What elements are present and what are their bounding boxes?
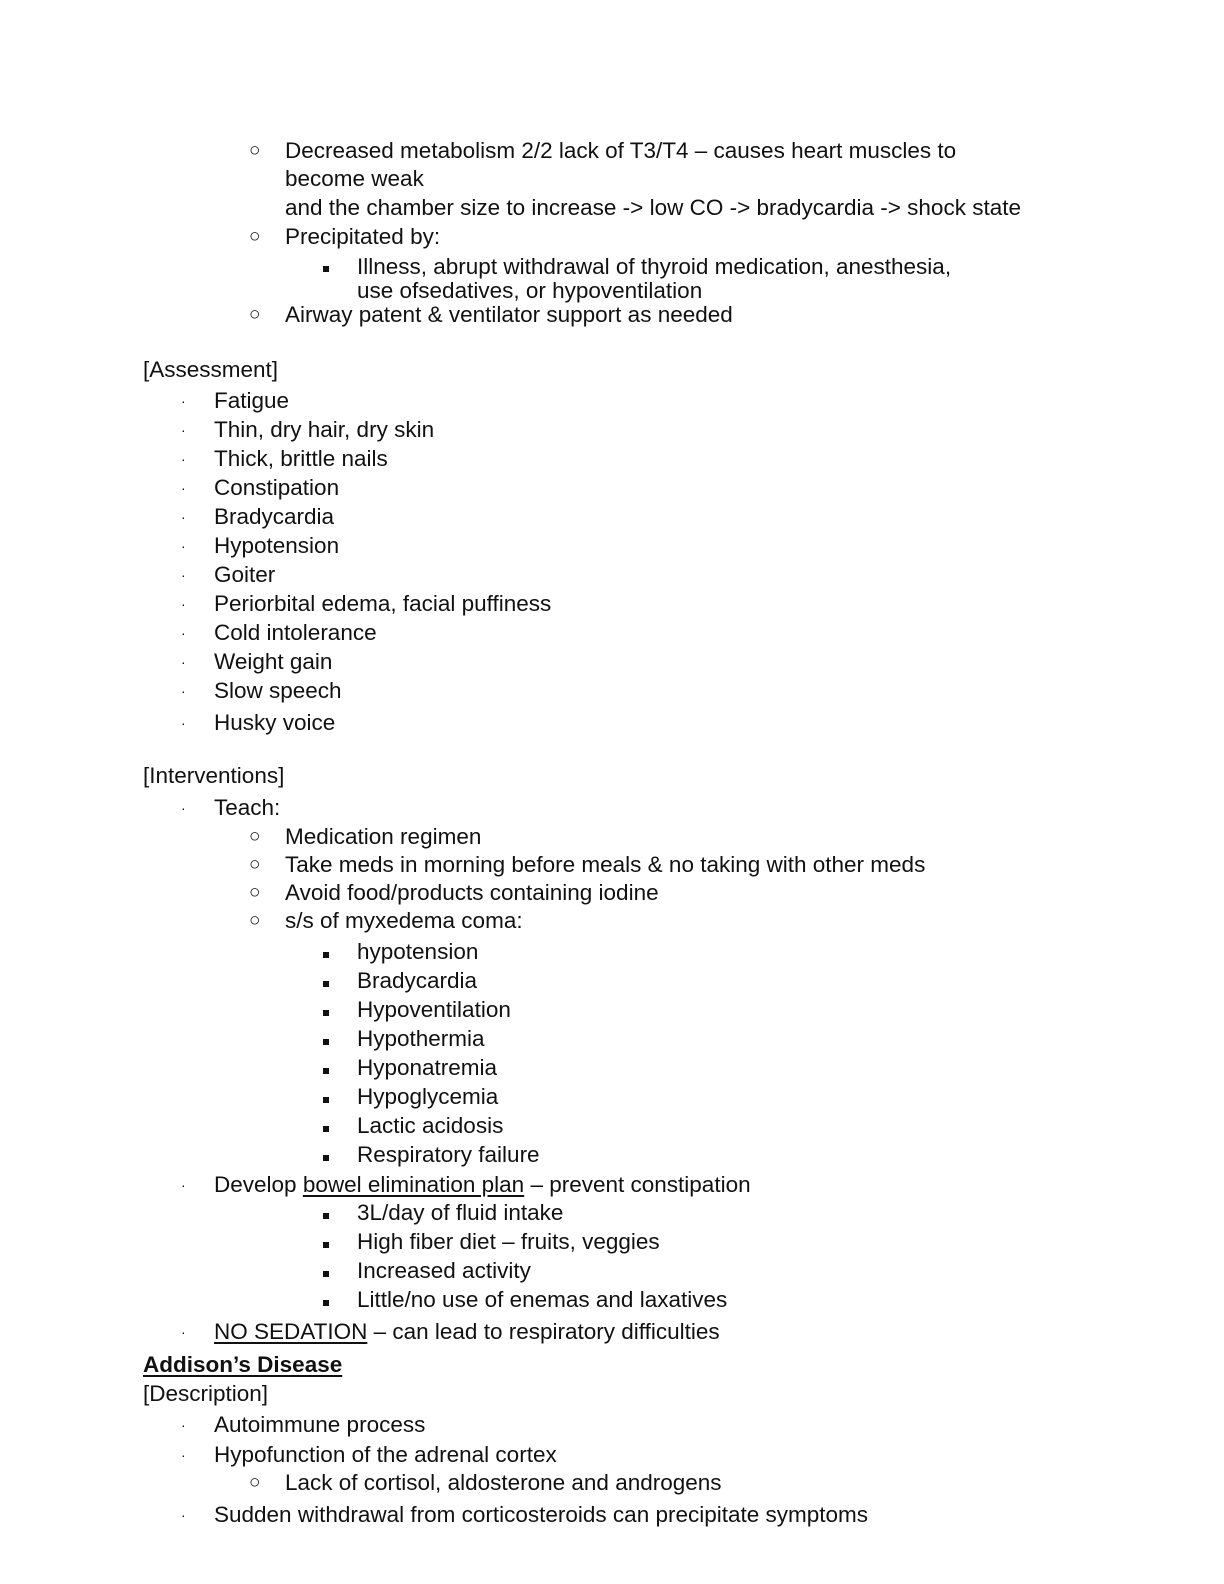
section-title-addisons: Addison’s Disease <box>143 1352 343 1377</box>
dot-bullet: · <box>181 509 186 525</box>
list-item: Hypoventilation <box>357 997 511 1022</box>
dot-bullet: · <box>181 480 186 496</box>
dot-bullet: · <box>181 567 186 583</box>
dot-bullet: · <box>181 654 186 670</box>
list-item: Periorbital edema, facial puffiness <box>214 591 552 616</box>
list-item: Little/no use of enemas and laxatives <box>357 1287 728 1312</box>
square-bullet <box>323 1213 329 1219</box>
list-item: Hypofunction of the adrenal cortex <box>214 1442 557 1467</box>
list-item: Bradycardia <box>357 968 478 993</box>
dot-bullet: · <box>181 683 186 699</box>
square-bullet <box>323 1097 329 1103</box>
section-heading-assessment: [Assessment] <box>143 357 279 382</box>
circle-bullet: ○ <box>249 826 261 847</box>
dot-bullet: · <box>181 1324 186 1340</box>
square-bullet <box>323 1039 329 1045</box>
bowel-plan-underlined: bowel elimination plan <box>302 1172 525 1197</box>
dot-bullet: · <box>181 451 186 467</box>
square-bullet <box>323 266 329 272</box>
circle-bullet: ○ <box>249 304 261 325</box>
section-heading-interventions: [Interventions] <box>143 763 285 788</box>
dot-bullet: · <box>181 393 186 409</box>
circle-bullet: ○ <box>249 226 261 247</box>
list-item: Bradycardia <box>214 504 335 529</box>
dot-bullet: · <box>181 1177 186 1193</box>
list-item: Thin, dry hair, dry skin <box>214 417 435 442</box>
list-item: Constipation <box>214 475 340 500</box>
list-item: Take meds in morning before meals & no taking with other meds <box>285 852 926 877</box>
square-bullet <box>323 1068 329 1074</box>
circle-bullet: ○ <box>249 1472 261 1493</box>
dot-bullet: · <box>181 1417 186 1433</box>
list-item: High fiber diet – fruits, veggies <box>357 1229 660 1254</box>
list-item: Slow speech <box>214 678 342 703</box>
list-item: hypotension <box>357 939 479 964</box>
list-item: Hypotension <box>214 533 340 558</box>
sedation-suffix: – can lead to respiratory difficulties <box>367 1319 720 1344</box>
list-item: Medication regimen <box>285 824 482 849</box>
square-bullet <box>323 1155 329 1161</box>
list-item: Husky voice <box>214 710 336 735</box>
list-item: Hypothermia <box>357 1026 485 1051</box>
dot-bullet: · <box>181 538 186 554</box>
list-item: Lactic acidosis <box>357 1113 504 1138</box>
list-item: Illness, abrupt withdrawal of thyroid medication, anesthesia, <box>357 254 952 279</box>
list-item: Weight gain <box>214 649 333 674</box>
list-item: Decreased metabolism 2/2 lack of T3/T4 – causes heart muscles to <box>285 138 957 163</box>
list-item: s/s of myxedema coma: <box>285 908 523 933</box>
list-item: Goiter <box>214 562 276 587</box>
list-item: Fatigue <box>214 388 290 413</box>
list-item: Autoimmune process <box>214 1412 426 1437</box>
list-item: Cold intolerance <box>214 620 377 645</box>
list-item: Respiratory failure <box>357 1142 540 1167</box>
list-item-no-sedation <box>214 1321 720 1344</box>
dot-bullet: · <box>181 1507 186 1523</box>
square-bullet <box>323 1010 329 1016</box>
no-sedation-underlined: NO SEDATION <box>214 1319 368 1344</box>
square-bullet <box>323 1242 329 1248</box>
square-bullet <box>323 1126 329 1132</box>
dot-bullet: · <box>181 800 186 816</box>
square-bullet <box>323 1271 329 1277</box>
circle-bullet: ○ <box>249 882 261 903</box>
list-item: Airway patent & ventilator support as needed <box>285 302 733 327</box>
list-item: become weak <box>285 166 424 191</box>
circle-bullet: ○ <box>249 140 261 161</box>
dot-bullet: · <box>181 596 186 612</box>
dot-bullet: · <box>181 625 186 641</box>
list-item-bowel-plan <box>214 1174 751 1197</box>
list-item: use ofsedatives, or hypoventilation <box>357 278 703 303</box>
list-item: Thick, brittle nails <box>214 446 388 471</box>
list-item: Hyponatremia <box>357 1055 498 1080</box>
list-item: Increased activity <box>357 1258 531 1283</box>
list-item: 3L/day of fluid intake <box>357 1200 564 1225</box>
list-item: Lack of cortisol, aldosterone and androgens <box>285 1470 722 1495</box>
dot-bullet: · <box>181 422 186 438</box>
list-item: Teach: <box>214 795 281 820</box>
dot-bullet: · <box>181 715 186 731</box>
section-heading-description: [Description] <box>143 1381 269 1406</box>
bowel-prefix: Develop <box>214 1172 303 1197</box>
list-item: and the chamber size to increase -> low CO -> bradycardia -> shock state <box>285 195 1021 220</box>
list-item: Precipitated by: <box>285 224 441 249</box>
list-item: Sudden withdrawal from corticosteroids can precipitate symptoms <box>214 1502 869 1527</box>
list-item: Hypoglycemia <box>357 1084 499 1109</box>
square-bullet <box>323 1300 329 1306</box>
dot-bullet: · <box>181 1447 186 1463</box>
square-bullet <box>323 952 329 958</box>
circle-bullet: ○ <box>249 910 261 931</box>
bowel-suffix: – prevent constipation <box>524 1172 751 1197</box>
circle-bullet: ○ <box>249 854 261 875</box>
list-item: Avoid food/products containing iodine <box>285 880 659 905</box>
square-bullet <box>323 981 329 987</box>
